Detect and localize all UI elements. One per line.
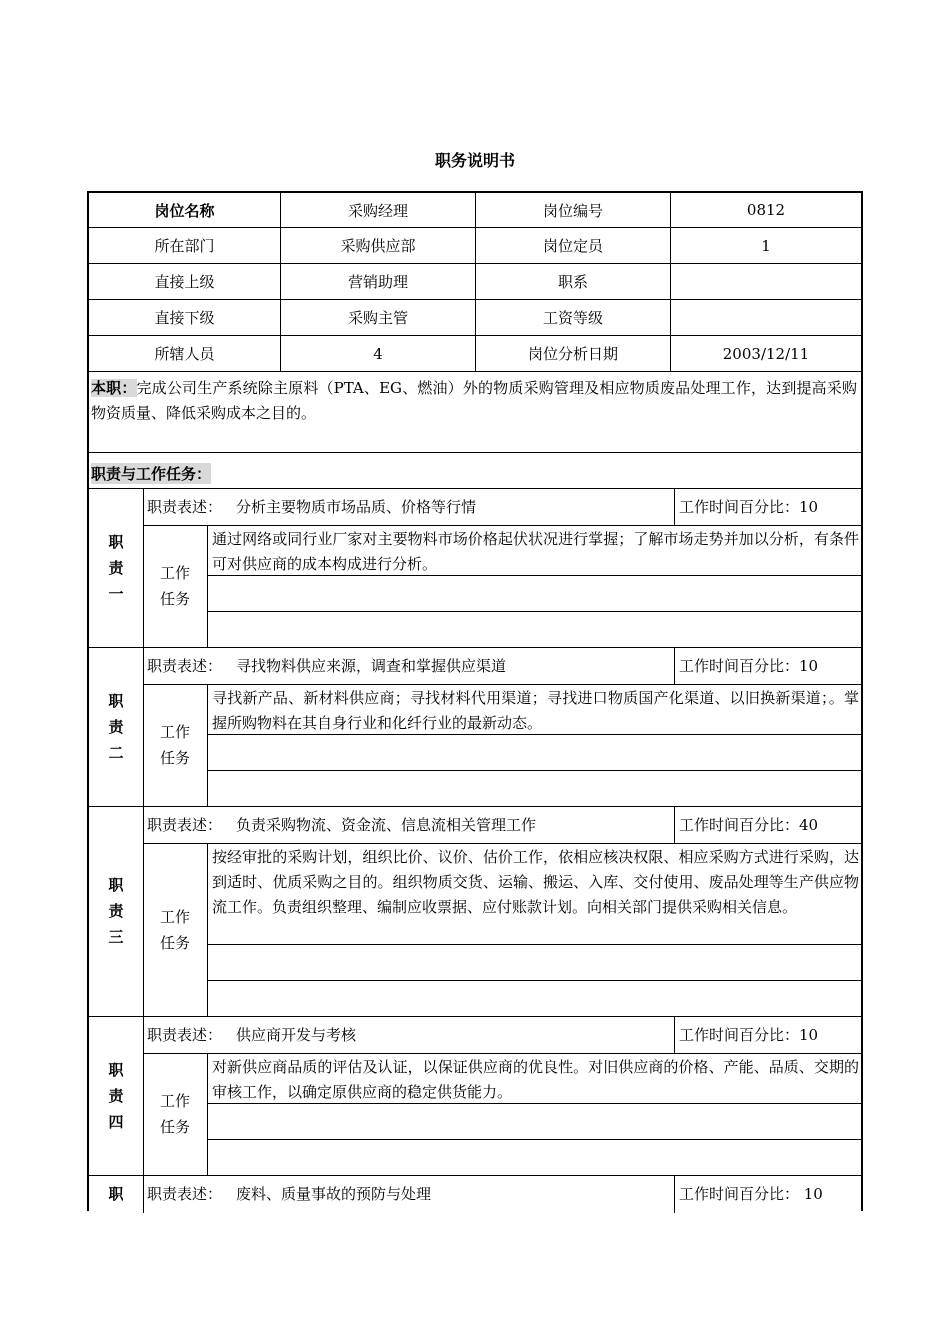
duty-desc-row-1 [147, 488, 476, 525]
duty-desc-text: 寻找物料供应来源，调查和掌握供应渠道 [236, 657, 507, 675]
value-position-name: 采购经理 [347, 201, 408, 220]
duty-tasks-4: 对新供应商品质的评估及认证，以保证供应商的优良性。对旧供应商的价格、产能、品质、交期的审核工作，以确定原供应商的稳定供货能力。 [212, 1058, 859, 1101]
value-department: 采购供应部 [340, 237, 416, 255]
duty-desc-label: 职责表述： [147, 816, 223, 834]
label-direct-superior: 直接上级 [154, 273, 215, 291]
duty-desc-row-5 [147, 1175, 431, 1212]
duty-tasks-2: 寻找新产品、新材料供应商；寻找材料代用渠道；寻找进口物质国产化渠道、以旧换新渠道；。掌握所购物料在其自身行业和化纤行业的最新动态。 [212, 689, 859, 732]
label-direct-subordinate: 直接下级 [154, 309, 215, 327]
duty-desc-row-2 [147, 647, 506, 684]
duty-desc-row-3 [147, 806, 536, 843]
duty-desc-label: 职责表述： [147, 498, 223, 516]
value-position-number: 0812 [746, 201, 786, 219]
core-duty-label: 本职： [91, 379, 137, 397]
duty-time-pct-1: 工作时间百分比：10 [679, 498, 819, 516]
label-position-number: 岗位编号 [542, 201, 603, 220]
duty-time-pct-3: 工作时间百分比：40 [679, 816, 819, 834]
duty-name-4: 职 责 四 [108, 1060, 124, 1131]
value-analysis-date: 2003/12/11 [722, 344, 810, 363]
duties-header: 职责与工作任务： [91, 465, 212, 483]
value-direct-superior: 营销助理 [347, 273, 408, 291]
label-job-family: 职系 [557, 273, 588, 291]
label-analysis-date: 岗位分析日期 [527, 345, 618, 363]
duty-desc-text: 供应商开发与考核 [236, 1026, 357, 1044]
duty-desc-label: 职责表述： [147, 1185, 223, 1203]
label-headcount: 岗位定员 [542, 237, 603, 255]
duty-name-1: 职 责 一 [108, 532, 124, 603]
duty-desc-text: 负责采购物流、资金流、信息流相关管理工作 [236, 816, 537, 834]
document-title: 职务说明书 [434, 151, 515, 170]
duty-tasks-3: 按经审批的采购计划，组织比价、议价、估价工作，依相应核决权限、相应采购方式进行采购，达到适时、优质采购之目的。组织物质交货、运输、搬运、入库、交付使用、废品处理等生产供应物流工作。负责组织整理、编制应收票据、应付账款计划。向相关部门提供采购相关信息。 [212, 848, 859, 916]
core-duty-text: 完成公司生产系统除主原料（PTA、EG、燃油）外的物质采购管理及相应物质废品处理工作，达到提高采购物资质量、降低采购成本之目的。 [91, 379, 857, 422]
duty-tasks-1: 通过网络或同行业厂家对主要物料市场价格起伏状况进行掌握；了解市场走势并加以分析，有条件可对供应商的成本构成进行分析。 [212, 530, 859, 573]
value-headcount: 1 [761, 236, 771, 255]
value-job-family [671, 264, 861, 299]
duty-desc-label: 职责表述： [147, 657, 223, 675]
duty-name-2: 职 责 二 [108, 691, 124, 762]
duty-desc-row-4 [147, 1016, 356, 1053]
duty-desc-label: 职责表述： [147, 1026, 223, 1044]
value-staff-managed: 4 [373, 344, 383, 363]
duty-time-pct-2: 工作时间百分比：10 [679, 657, 819, 675]
task-label-4: 工作 任务 [159, 1092, 190, 1136]
task-label-2: 工作 任务 [159, 723, 190, 767]
label-salary-grade: 工资等级 [542, 309, 603, 327]
label-position-name: 岗位名称 [154, 201, 215, 220]
value-direct-subordinate: 采购主管 [347, 309, 408, 327]
duty-time-pct-5: 工作时间百分比： 10 [679, 1185, 823, 1203]
duty-desc-text: 分析主要物质市场品质、价格等行情 [236, 498, 477, 516]
job-description-form [87, 191, 863, 1211]
label-department: 所在部门 [154, 237, 215, 255]
task-label-1: 工作 任务 [159, 564, 190, 608]
task-label-3: 工作 任务 [159, 907, 190, 952]
duty-desc-text: 废料、质量事故的预防与处理 [236, 1185, 432, 1203]
duty-name-3: 职 责 三 [108, 876, 124, 946]
value-salary-grade [671, 300, 861, 335]
label-staff-managed: 所辖人员 [154, 345, 215, 363]
duty-time-pct-4: 工作时间百分比：10 [679, 1026, 819, 1044]
duty-name-5: 职 [108, 1184, 124, 1203]
